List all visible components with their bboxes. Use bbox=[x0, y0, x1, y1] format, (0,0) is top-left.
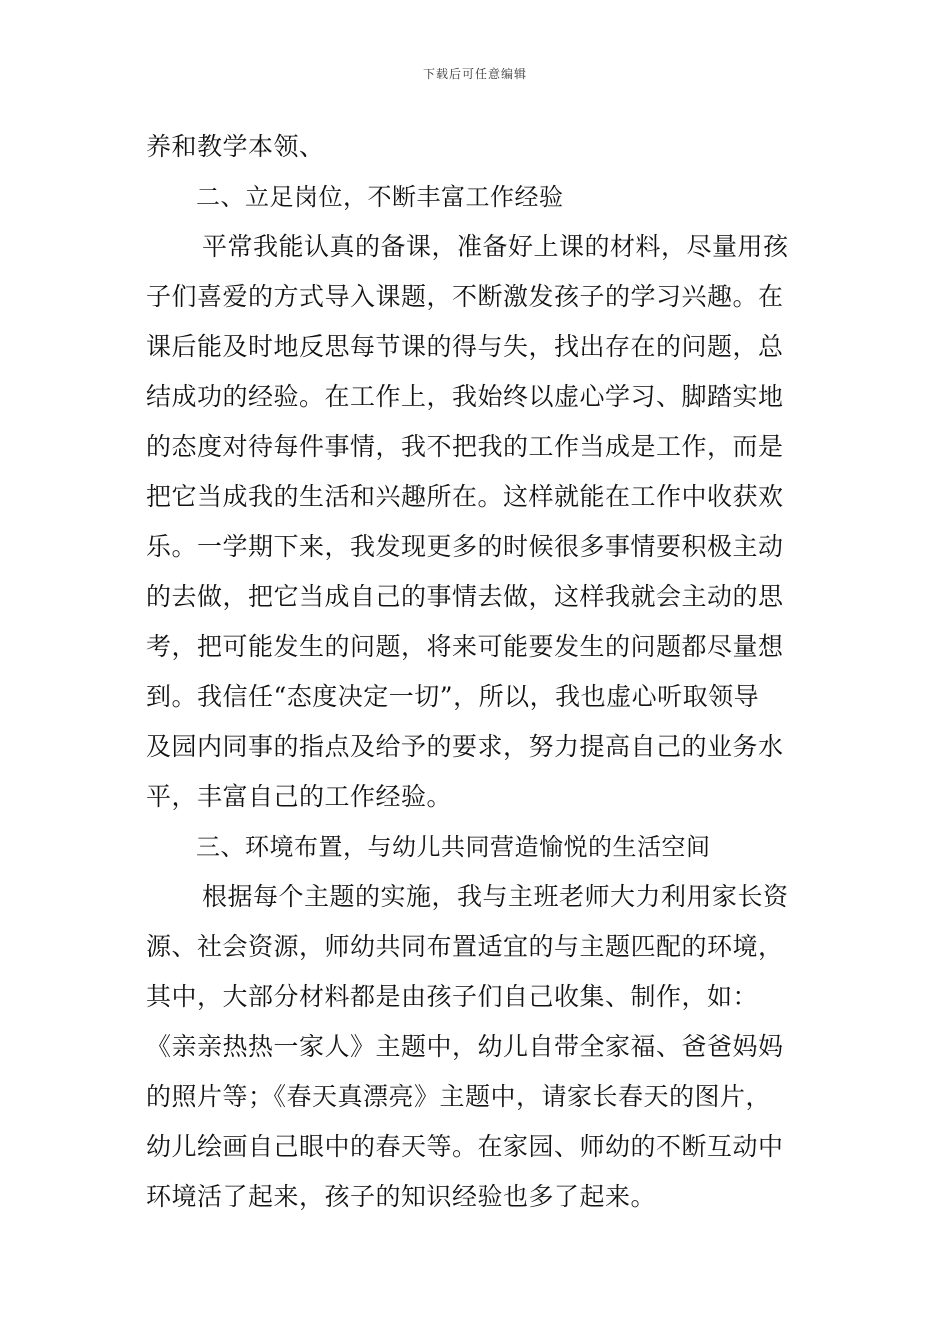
text-line: 的去做，把它当成自己的事情去做，这样我就会主动的思 bbox=[146, 582, 784, 611]
text-line: 的照片等；《春天真漂亮》主题中，请家长春天的图片， bbox=[146, 1082, 772, 1111]
page-header: 下载后可任意编辑 bbox=[422, 67, 527, 81]
text-line: 《亲亲热热一家人》主题中，幼儿自带全家福、爸爸妈妈 bbox=[146, 1032, 784, 1061]
text-line: 根据每个主题的实施，我与主班老师大力利用家长资 bbox=[202, 882, 789, 911]
text-line: 及园内同事的指点及给予的要求，努力提高自己的业务水 bbox=[146, 732, 784, 761]
text-line: 其中，大部分材料都是由孩子们自己收集、制作，如： bbox=[146, 982, 759, 1011]
section-heading: 三、环境布置，与幼儿共同营造愉悦的生活空间 bbox=[196, 833, 711, 861]
text-line: 幼儿绘画自己眼中的春天等。在家园、师幼的不断互动中 bbox=[146, 1132, 784, 1161]
text-line: 考，把可能发生的问题，将来可能要发生的问题都尽量想 bbox=[146, 632, 784, 661]
text-line: 把它当成我的生活和兴趣所在。这样就能在工作中收获欢 bbox=[146, 482, 784, 511]
text-line: 环境活了起来，孩子的知识经验也多了起来。 bbox=[146, 1182, 657, 1211]
text-line: 平，丰富自己的工作经验。 bbox=[146, 782, 453, 811]
text-line: 的态度对待每件事情，我不把我的工作当成是工作，而是 bbox=[146, 432, 784, 461]
text-line: 乐。一学期下来，我发现更多的时候很多事情要积极主动 bbox=[146, 532, 784, 561]
text-line: 课后能及时地反思每节课的得与失，找出存在的问题，总 bbox=[146, 332, 784, 361]
text-line: 养和教学本领、 bbox=[146, 132, 325, 161]
text-line: 结成功的经验。在工作上，我始终以虚心学习、脚踏实地 bbox=[146, 382, 784, 411]
section-heading: 二、立足岗位，不断丰富工作经验 bbox=[196, 183, 564, 211]
document-body bbox=[146, 122, 810, 1222]
text-line: 源、社会资源，师幼共同布置适宜的与主题匹配的环境， bbox=[146, 932, 784, 961]
text-line: 到。我信任“态度决定一切”，所以，我也虚心听取领导 bbox=[146, 682, 760, 711]
text-line: 子们喜爱的方式导入课题，不断激发孩子的学习兴趣。在 bbox=[146, 282, 784, 311]
text-line: 平常我能认真的备课，准备好上课的材料，尽量用孩 bbox=[202, 232, 789, 261]
